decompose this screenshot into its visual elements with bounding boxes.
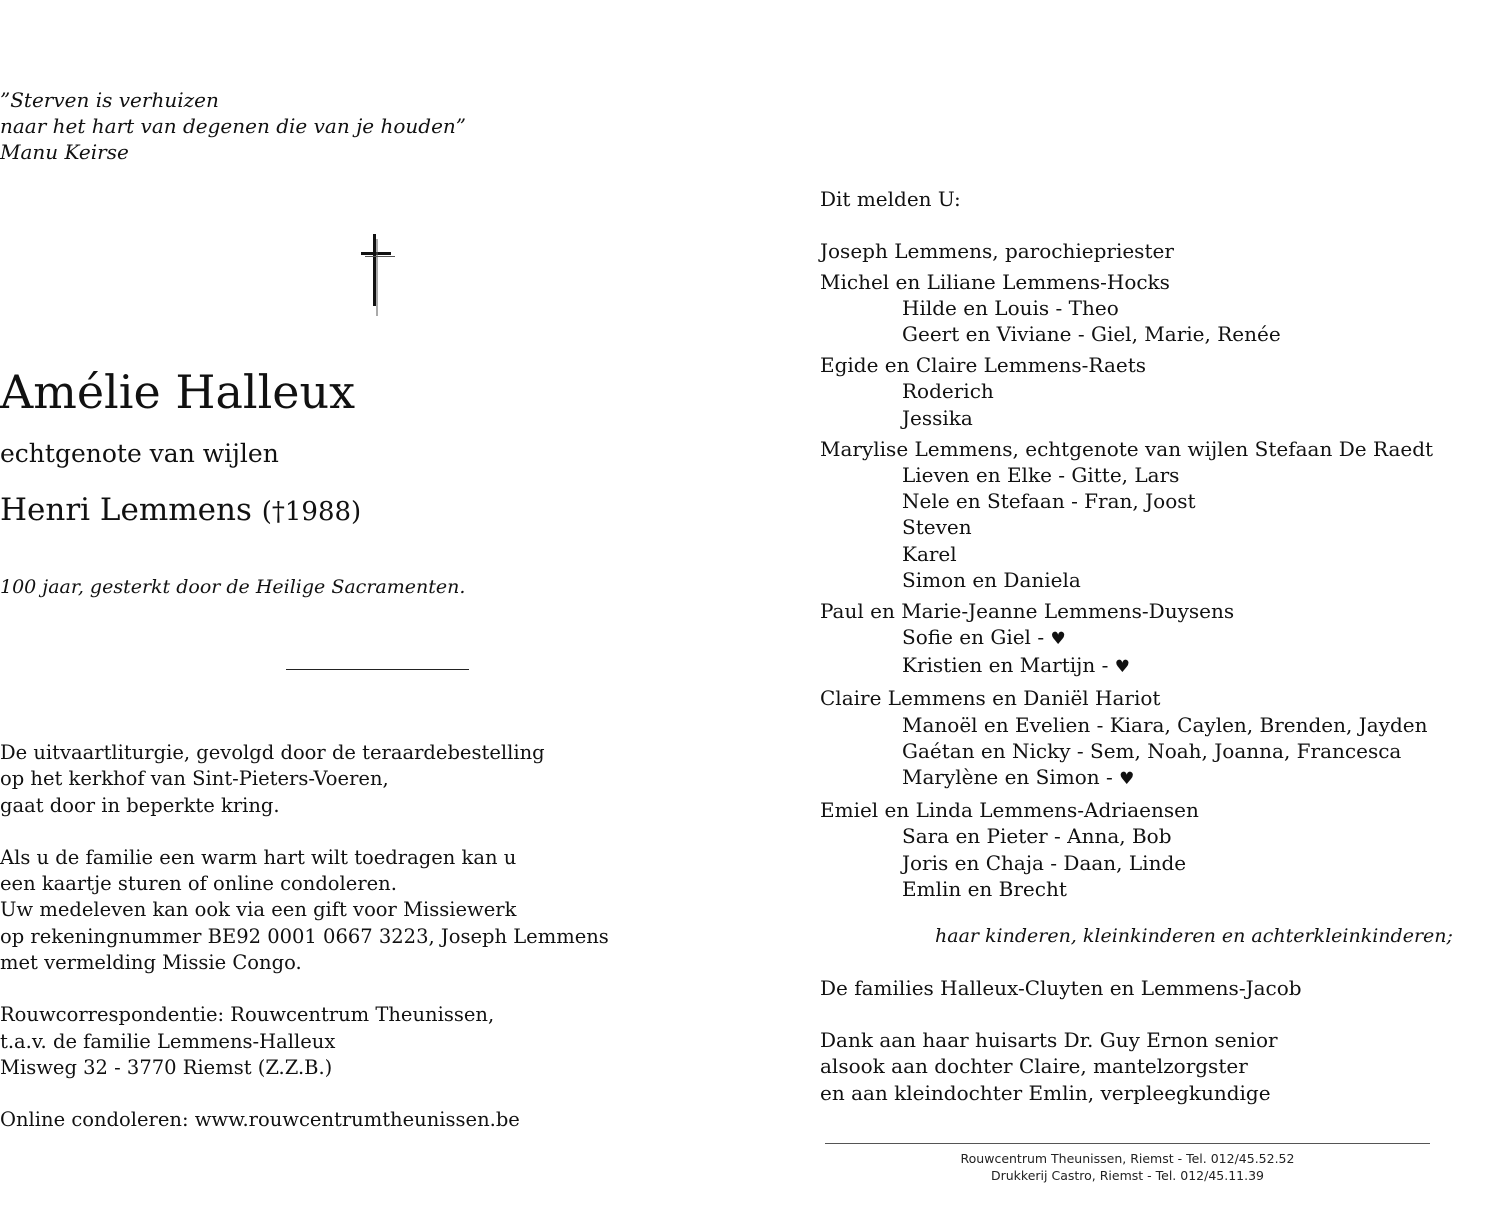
family-member <box>820 712 1480 738</box>
deceased-name: Amélie Halleux <box>0 365 356 419</box>
info-line: een kaartje sturen of online condoleren. <box>0 872 397 896</box>
family-member <box>820 823 1480 849</box>
heart-icon: ♥ <box>1114 657 1130 678</box>
family-member <box>820 764 1480 792</box>
family-member-text: Kristien en Martijn - <box>902 653 1115 678</box>
family-head: Paul en Marie-Jeanne Lemmens-Duysens <box>820 598 1235 623</box>
spouse-line <box>0 488 755 534</box>
family-member <box>820 652 1480 680</box>
family-member-text: Emlin en Brecht <box>902 876 1067 901</box>
family-member-text: Joris en Chaja - Daan, Linde <box>902 850 1187 875</box>
family-head: Joseph Lemmens, parochiepriester <box>820 239 1174 263</box>
family-group <box>820 797 1480 902</box>
thanks-line: alsook aan dochter Claire, mantelzorgster <box>820 1054 1248 1079</box>
family-member <box>820 378 1480 404</box>
family-member <box>820 488 1480 514</box>
heart-icon: ♥ <box>1119 769 1135 790</box>
thanks-block <box>820 1027 1278 1106</box>
info-line: op het kerkhof van Sint-Pieters-Voeren, <box>0 767 389 791</box>
info-line: De uitvaartliturgie, gevolgd door de teraardebestelling <box>0 741 545 764</box>
info-line: op rekeningnummer BE92 0001 0667 3223, Joseph Lemmens <box>0 924 609 948</box>
family-group <box>820 685 1480 792</box>
family-group <box>820 238 1480 264</box>
info-paragraph <box>0 1107 755 1133</box>
footer-line: Rouwcentrum Theunissen, Riemst - Tel. 012/45.52.52 <box>960 1151 1295 1166</box>
info-paragraph <box>0 740 755 819</box>
family-member <box>820 624 1480 652</box>
info-line: t.a.v. de familie Lemmens-Halleux <box>0 1029 336 1053</box>
family-group <box>820 352 1480 431</box>
family-member-text: Marylène en Simon - <box>902 765 1120 790</box>
family-member-text: Steven <box>902 515 972 540</box>
family-member-text: Roderich <box>902 379 994 404</box>
heart-icon: ♥ <box>1050 629 1066 650</box>
info-line: Misweg 32 - 3770 Riemst (Z.Z.B.) <box>0 1055 333 1079</box>
family-member-text: Hilde en Louis - Theo <box>902 296 1119 321</box>
family-member <box>820 462 1480 488</box>
info-line: gaat door in beperkte kring. <box>0 793 280 817</box>
family-head: Michel en Liliane Lemmens-Hocks <box>820 269 1170 294</box>
family-list <box>820 238 1480 907</box>
quote-block <box>0 87 755 165</box>
family-member-text: Geert en Viviane - Giel, Marie, Renée <box>902 322 1281 347</box>
family-member-text: Karel <box>902 541 957 566</box>
family-member-text: Sofie en Giel - <box>902 625 1051 650</box>
family-head: Emiel en Linda Lemmens-Adriaensen <box>820 797 1199 822</box>
family-member-text: Jessika <box>902 405 973 430</box>
family-member-text: Manoël en Evelien - Kiara, Caylen, Brenden, Jayden <box>902 712 1428 737</box>
quote-line: ”Sterven is verhuizen <box>0 88 219 112</box>
funeral-info <box>0 740 755 1160</box>
thanks-line: en aan kleindochter Emlin, verpleegkundige <box>820 1080 1271 1105</box>
family-member <box>820 567 1480 593</box>
family-member <box>820 405 1480 431</box>
spouse-name: Henri Lemmens <box>0 492 252 528</box>
footer-divider <box>825 1143 1430 1144</box>
info-line: Uw medeleven kan ook via een gift voor Missiewerk <box>0 898 517 922</box>
family-group <box>820 269 1480 348</box>
family-member <box>820 876 1480 902</box>
spouse-death-year: (†1988) <box>261 497 362 527</box>
families-text: De families Halleux-Cluyten en Lemmens-Jacob <box>820 976 1302 1000</box>
announcement-intro: Dit melden U: <box>820 187 961 211</box>
family-member <box>820 738 1480 764</box>
family-member <box>820 541 1480 567</box>
family-member-text: Lieven en Elke - Gitte, Lars <box>902 462 1180 487</box>
family-member <box>820 514 1480 540</box>
divider <box>286 669 469 670</box>
family-member-text: Simon en Daniela <box>902 568 1081 593</box>
family-head: Egide en Claire Lemmens-Raets <box>820 353 1147 378</box>
info-paragraph <box>0 1002 755 1081</box>
closing-text: haar kinderen, kleinkinderen en achterkleinkinderen; <box>935 925 1453 947</box>
family-group <box>820 436 1480 594</box>
family-member-text: Sara en Pieter - Anna, Bob <box>902 824 1172 849</box>
cross-icon <box>355 234 400 316</box>
family-head: Marylise Lemmens, echtgenote van wijlen Stefaan De Raedt <box>820 436 1434 461</box>
info-paragraph <box>0 845 755 976</box>
quote-author: Manu Keirse <box>0 140 129 164</box>
family-member-text: Nele en Stefaan - Fran, Joost <box>902 489 1196 514</box>
family-member-text: Gaétan en Nicky - Sem, Noah, Joanna, Francesca <box>902 738 1402 763</box>
printer-footer <box>825 1150 1430 1184</box>
quote-line: naar het hart van degenen die van je houden” <box>0 114 467 138</box>
family-member <box>820 850 1480 876</box>
info-line: Als u de familie een warm hart wilt toedragen kan u <box>0 845 517 869</box>
family-member <box>820 321 1480 347</box>
family-group <box>820 598 1480 681</box>
relation-text: echtgenote van wijlen <box>0 439 279 468</box>
family-member <box>820 295 1480 321</box>
info-line: met vermelding Missie Congo. <box>0 951 302 975</box>
footer-line: Drukkerij Castro, Riemst - Tel. 012/45.11.39 <box>991 1168 1264 1183</box>
thanks-line: Dank aan haar huisarts Dr. Guy Ernon senior <box>820 1028 1278 1052</box>
age-text: 100 jaar, gesterkt door de Heilige Sacramenten. <box>0 576 466 598</box>
family-head: Claire Lemmens en Daniël Hariot <box>820 686 1161 711</box>
info-line: Online condoleren: www.rouwcentrumtheunissen.be <box>0 1108 520 1132</box>
info-line: Rouwcorrespondentie: Rouwcentrum Theunissen, <box>0 1003 495 1027</box>
